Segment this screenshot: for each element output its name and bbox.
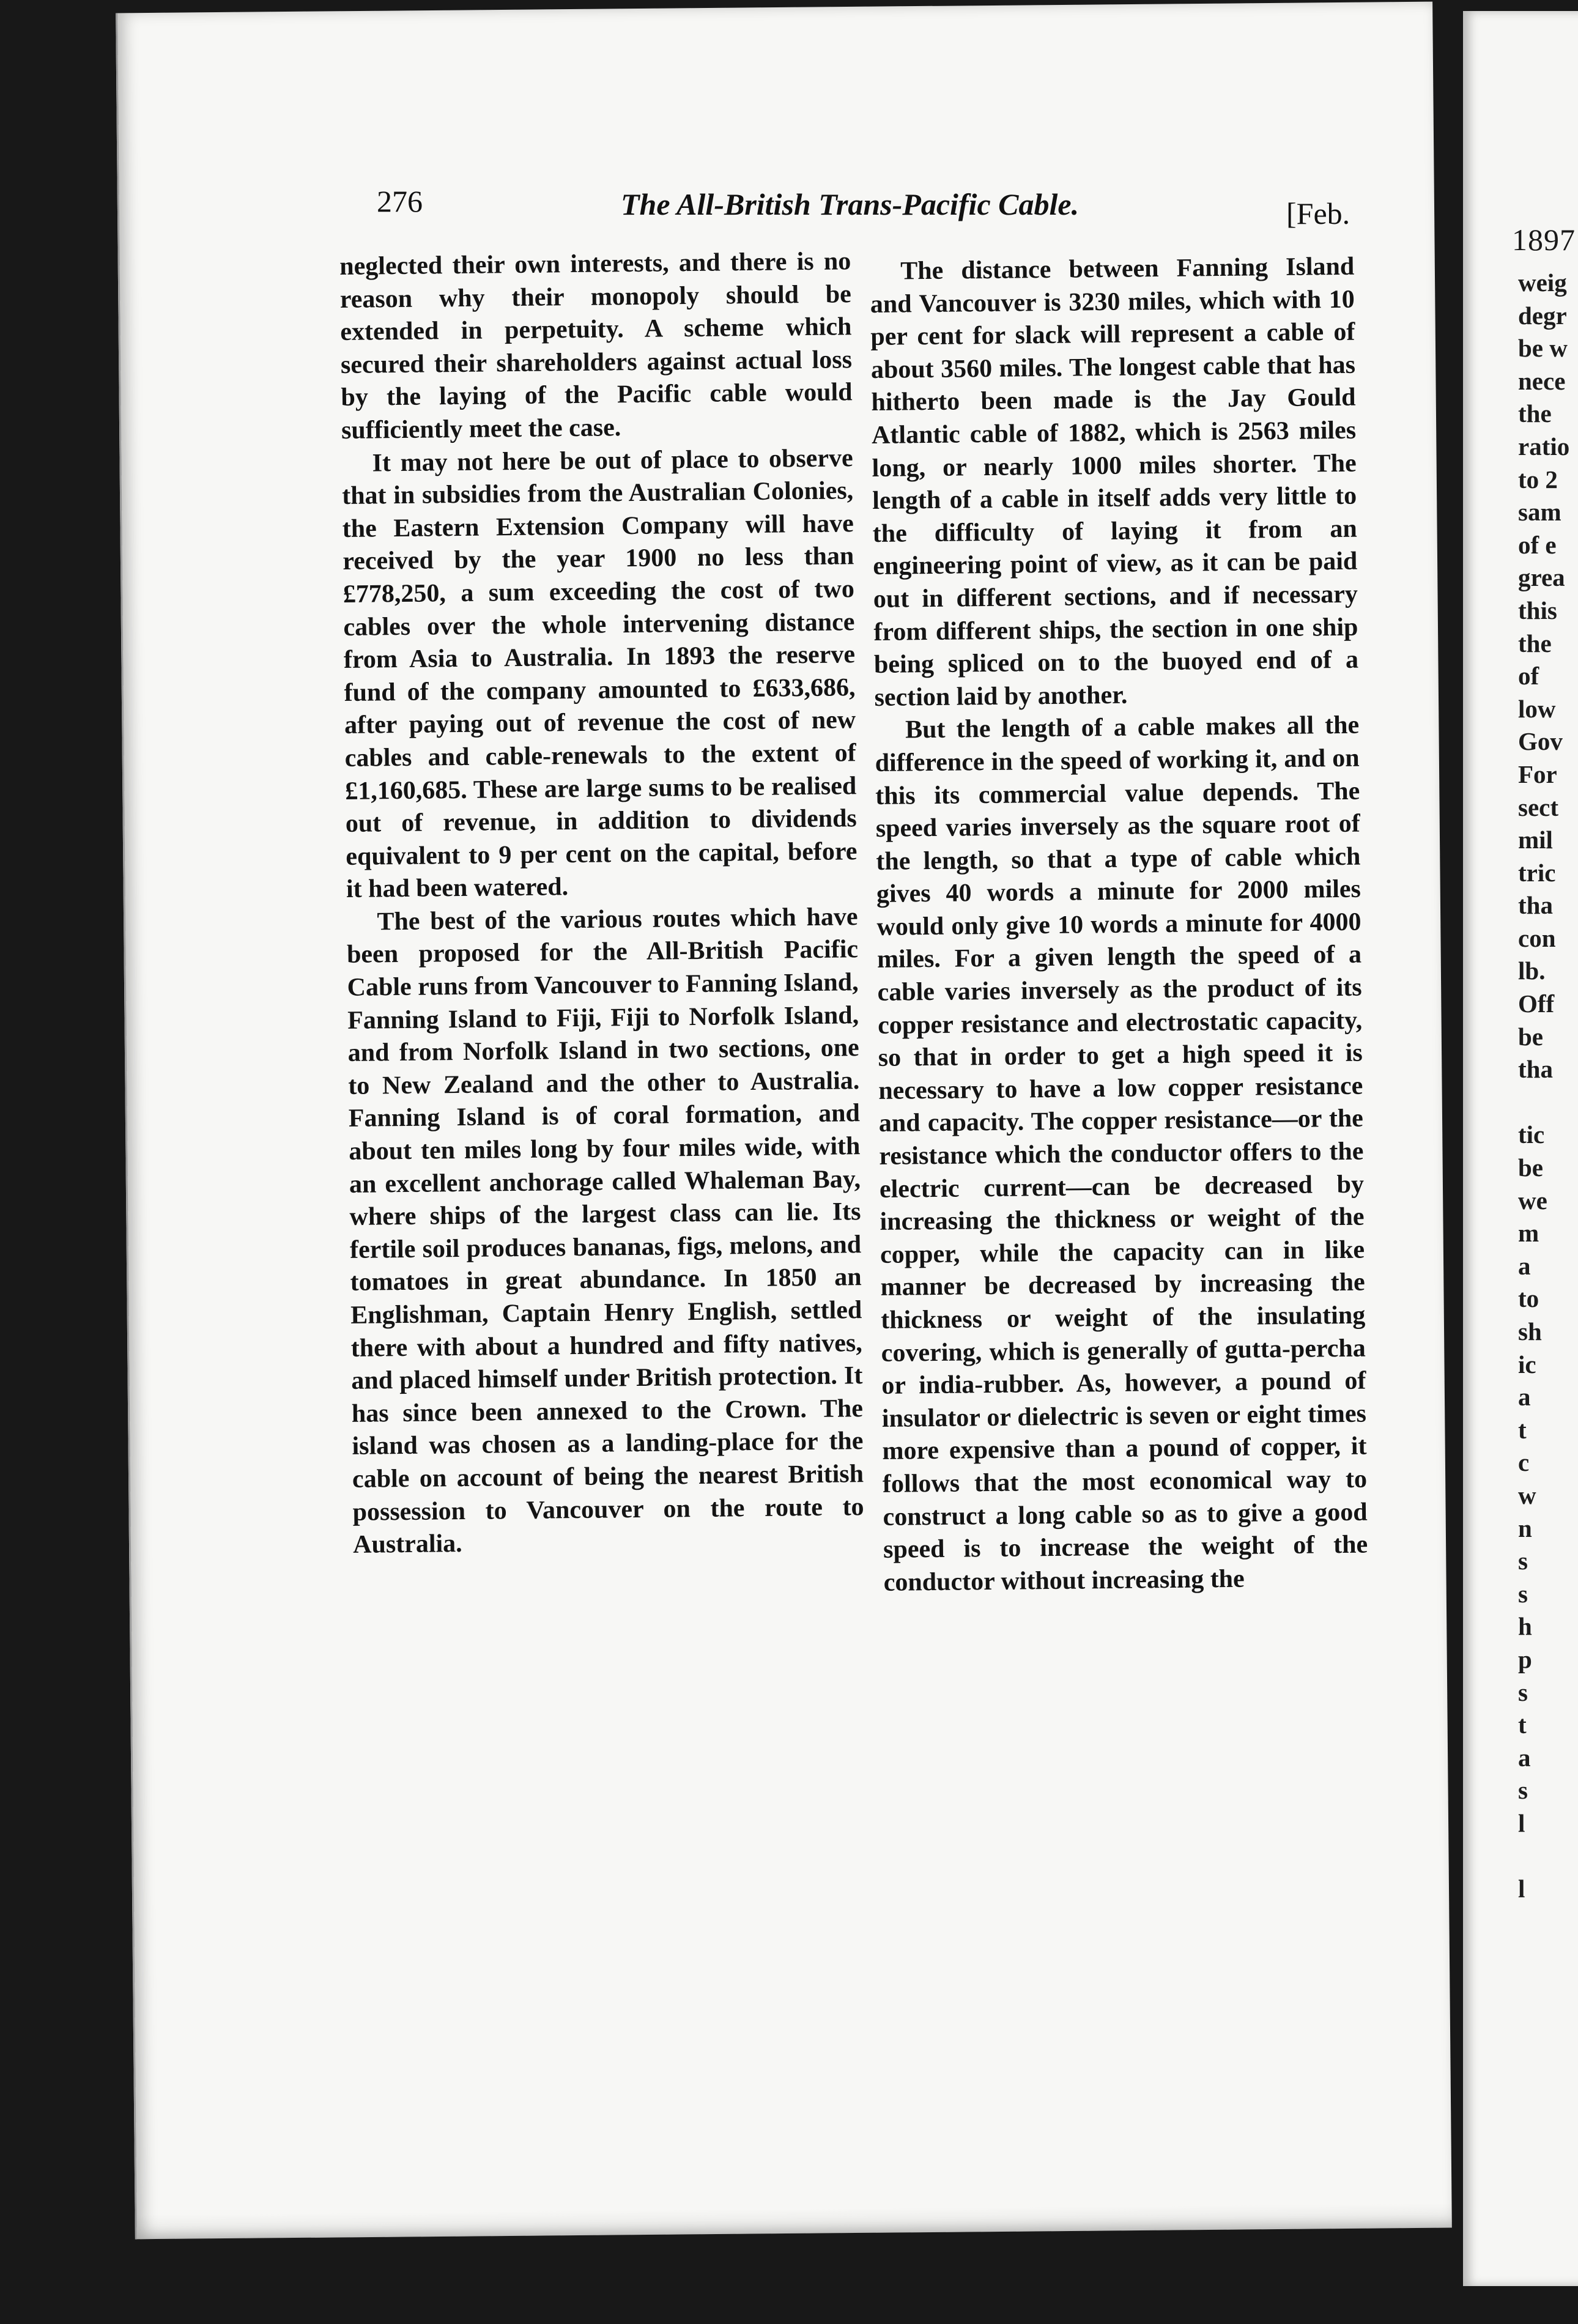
facing-page-year: 1897	[1512, 223, 1576, 257]
paragraph: neglected their own interests, and there is no reason why their monopoly should be extended in perpetuity. A scheme which secured their shareholders against actual loss by the laying of the Pacific cable would sufficiently meet the case.	[339, 247, 853, 445]
running-title: The All-British Trans-Pacific Cable.	[621, 187, 1080, 221]
left-column	[339, 245, 864, 1561]
facing-page	[1463, 11, 1578, 2286]
running-month: [Feb.	[1286, 196, 1350, 231]
paragraph: But the length of a cable makes all the difference in the speed of working it, and on this its commercial value depends. The speed varies inversely as the square root of the length, so that a type of cable which gives 40 words a minute for 2000 miles would only give 10 words a minute for 4000 miles. For a given length the speed of a cable varies inversely as the product of its copper resistance and electrostatic capacity, so that in order to get a high speed it is necessary to have a low copper resistance and capacity. The copper resistance—or the resistance which the conductor offers to the electric current—can be decreased by increasing the thickness or weight of the copper, while the capacity can in like manner be decreased by increasing the thickness or weight of the insulating covering, which is generally of gutta-percha or india-rubber. As, however, a pound of insulator or dielectric is seven or eight times more expensive than a pound of copper, it follows that the most economical way to construct a long cable so as to give a good speed is to increase the weight of the conductor without increasing the	[875, 711, 1368, 1597]
paragraph: The best of the various routes which have been proposed for the All-British Pacific Cable runs from Vancouver to Fanning Island, Fanning Island to Fiji, Fiji to Norfolk Island, and from Norfolk Island in two sections, one to New Zealand and the other to Australia. Fanning Island is of coral formation, and about ten miles long by four miles wide, with an excellent anchorage called Whaleman Bay, where ships of the largest class can lie. Its fertile soil produces bananas, figs, melons, and tomatoes in great abundance. In 1850 an Englishman, Captain Henry English, settled there with about a hundred and fifty natives, and placed himself under British protection. It has since been annexed to the Crown. The island was chosen as a landing-place for the cable on account of being the nearest British possession to Vancouver on the route to Australia.	[346, 903, 864, 1560]
paragraph: It may not here be out of place to observe that in subsidies from the Australian Colonies, the Eastern Extension Company will have received by the year 1900 no less than £778,250, a sum exceeding the cost of two cables over the whole intervening distance from Asia to Australia. In 1893 the reserve fund of the company amounted to £633,686, after paying out of revenue the cost of new cables and cable-renewals to the extent of £1,160,685. These are large sums to be realised out of revenue, in addition to dividends equivalent to 9 per cent on the capital, before it had been watered.	[341, 443, 858, 904]
page-shadow	[137, 2204, 1452, 2240]
page-number: 276	[377, 184, 423, 218]
paragraph: The distance between Fanning Island and Vancouver is 3230 miles, which with 10 per cent for slack will represent a cable of about 3560 miles. The longest cable that has hitherto been made is the Jay Gould Atlantic cable of 1882, which is 2563 miles long, or nearly 1000 miles shorter. The length of a cable in itself adds very little to the difficulty of laying it from an engineering point of view, as it can be paid out in different sections, and if necessary from different ships, the section in one ship being spliced on to the buoyed end of a section laid by another.	[870, 252, 1359, 712]
right-column	[870, 251, 1368, 1600]
facing-page-text-fragments: weig degr be w nece the ratio to 2 sam of e grea this the of low Gov For sect mil tric tha con lb. Off be tha tic be we m a to sh ic a t c w n s s h p s t a s l l	[1518, 268, 1570, 1903]
